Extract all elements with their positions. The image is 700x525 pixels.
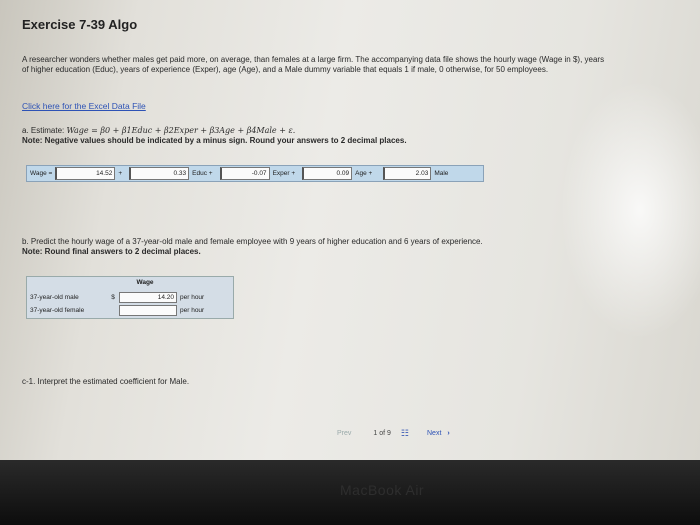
exercise-title: Exercise 7-39 Algo: [22, 17, 138, 32]
part-a-note: Note: Negative values should be indicated by a minus sign. Round your answers to 2 decimal places.: [22, 136, 407, 145]
part-a-prompt: [22, 126, 407, 146]
part-b-note: Note: Round final answers to 2 decimal places.: [22, 247, 201, 256]
prev-button[interactable]: Prev: [337, 430, 352, 437]
wage-lhs-label: Wage =: [30, 170, 53, 177]
male-coef-input[interactable]: 2.03: [383, 167, 431, 180]
exper-label: Exper +: [272, 170, 296, 177]
row-label-female: 37-year-old female: [30, 307, 85, 314]
age-label: Age +: [355, 170, 373, 177]
part-b-prompt: [22, 237, 483, 257]
currency-symbol: [107, 305, 119, 316]
table-row: [27, 292, 233, 303]
row-label-male: 37-year-old male: [30, 294, 79, 301]
unit-label: per hour: [180, 294, 205, 301]
excel-data-link[interactable]: Click here for the Excel Data File: [22, 101, 146, 111]
plus-sign: +: [118, 170, 123, 177]
pagination: [337, 428, 450, 439]
regression-equation-row: [26, 165, 484, 182]
female-wage-input[interactable]: [119, 305, 177, 316]
device-brand-label: MacBook Air: [340, 482, 425, 498]
page-indicator: 1 of 9: [373, 430, 391, 437]
chevron-right-icon[interactable]: ›: [447, 430, 450, 437]
regression-model: Wage = β0 + β1Educ + β2Exper + β3Age + β4Male + ε.: [66, 126, 296, 135]
educ-label: Educ +: [192, 170, 213, 177]
grid-icon[interactable]: ☷: [400, 428, 409, 438]
exper-coef-input[interactable]: -0.07: [220, 167, 270, 180]
wage-prediction-table: [26, 276, 234, 319]
table-row: [27, 305, 233, 316]
wage-column-header: Wage: [136, 279, 154, 286]
screen-glare: [560, 80, 700, 340]
problem-intro: A researcher wonders whether males get paid more, on average, than females at a large firm. The accompanying data file shows the hourly wage (Wage in $), years of higher education (Educ), years of experience (Exper), age (Age), and a Male dummy variable that equals 1 if male, 0 otherwise, for 50 employees.: [22, 55, 605, 74]
part-b-question: b. Predict the hourly wage of a 37-year-old male and female employee with 9 years of higher education and 6 years of experience.: [22, 237, 483, 246]
male-wage-input[interactable]: 14.20: [119, 292, 177, 303]
unit-label: per hour: [180, 307, 205, 314]
male-label: Male: [434, 170, 449, 177]
currency-symbol: $: [111, 294, 115, 301]
part-c1-prompt: c-1. Interpret the estimated coefficient for Male.: [22, 377, 190, 386]
intercept-input[interactable]: 14.52: [55, 167, 115, 180]
part-a-label: a. Estimate:: [22, 126, 65, 135]
next-button[interactable]: Next: [427, 430, 442, 437]
age-coef-input[interactable]: 0.09: [302, 167, 352, 180]
educ-coef-input[interactable]: 0.33: [129, 167, 189, 180]
